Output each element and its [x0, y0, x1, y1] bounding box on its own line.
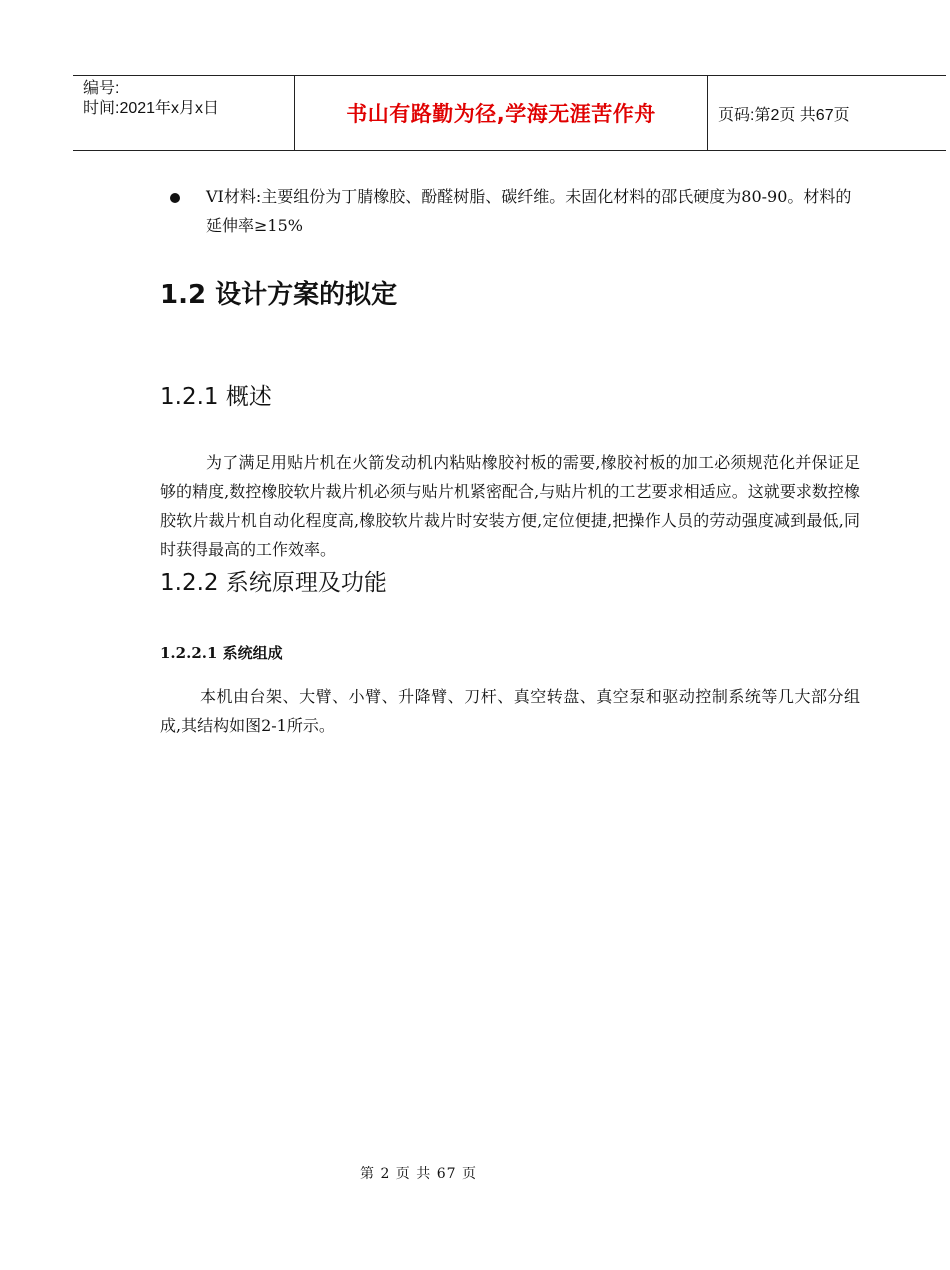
header-motto-cell [295, 76, 708, 150]
document-code-label: 编号: [83, 80, 120, 97]
header-page-cell [708, 76, 946, 150]
composition-paragraph: 本机由台架、大臂、小臂、升降臂、刀杆、真空转盘、真空泵和驱动控制系统等几大部分组成,其结构如图2-1所示。 [160, 687, 860, 735]
document-body [160, 182, 860, 735]
header-meta-cell [73, 76, 295, 150]
section-heading-1-2: 1.2 设计方案的拟定 [160, 280, 398, 310]
section-heading-1-2-1: 1.2.1 概述 [160, 384, 272, 410]
header-motto: 书山有路勤为径,学海无涯苦作舟 [346, 102, 656, 126]
bullet-text: VI材料:主要组份为丁腈橡胶、酚醛树脂、碳纤维。未固化材料的邵氏硬度为80-90。材料的延伸率≥15% [206, 187, 852, 235]
section-heading-1-2-2: 1.2.2 系统原理及功能 [160, 570, 387, 596]
bullet-list-item [160, 182, 860, 240]
bullet-dot-icon [170, 193, 180, 203]
document-header-table [73, 75, 946, 151]
header-page-info: 页码:第2页 共67页 [718, 106, 850, 124]
page-footer-text: 第 2 页 共 67 页 [360, 1166, 477, 1182]
overview-paragraph: 为了满足用贴片机在火箭发动机内粘贴橡胶衬板的需要,橡胶衬板的加工必须规范化并保证足够的精度,数控橡胶软片裁片机必须与贴片机紧密配合,与贴片机的工艺要求相适应。这就要求数控橡胶软片裁片机自动化程度高,橡胶软片裁片时安装方便,定位便捷,把操作人员的劳动强度减到最低,同时获得最高的工作效率。 [160, 453, 860, 559]
document-time-label: 时间:2021年x月x日 [83, 100, 220, 117]
section-heading-1-2-2-1: 1.2.2.1 系统组成 [160, 644, 283, 662]
page-footer [0, 1163, 950, 1183]
